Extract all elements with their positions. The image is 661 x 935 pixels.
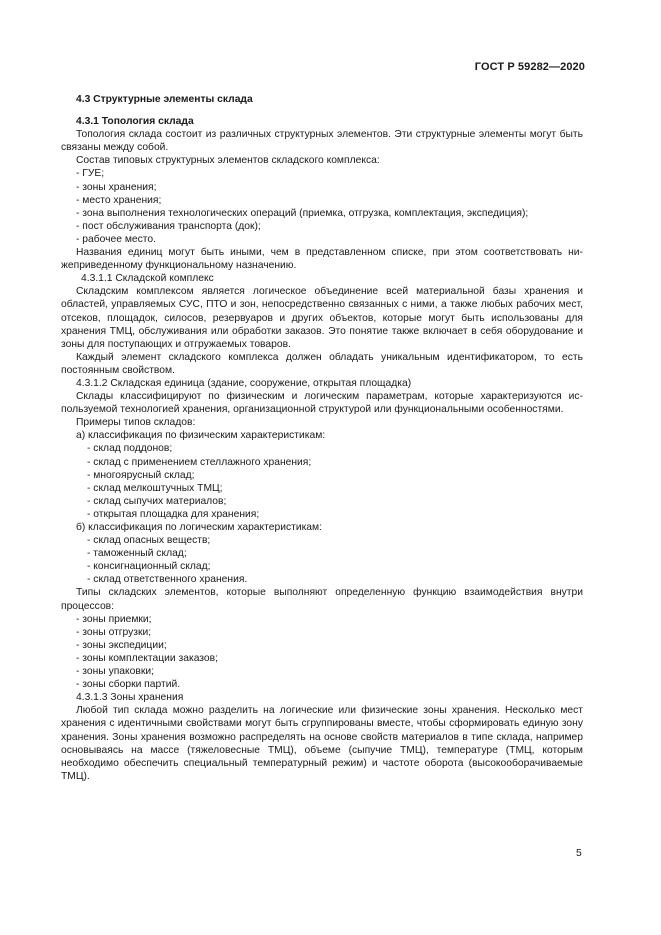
list-item: - склад мелкоштучных ТМЦ; [87, 482, 223, 494]
list-elements [61, 167, 583, 246]
list-item: - зона выполнения технологических операций (приемка, отгрузка, комплектация, экспедиция); [76, 207, 529, 219]
paragraph: Названия единиц могут быть иными, чем в представленном списке, при этом соответствовать нижеприведенному функциональному назначению. [61, 247, 583, 272]
clause-heading: 4.3.1.2 Складская единица (здание, сооружение, открытая площадка) [76, 377, 412, 389]
list-item: - зоны приемки; [76, 613, 152, 625]
list-item: - рабочее место. [76, 233, 156, 245]
paragraph: Примеры типов складов: [76, 417, 196, 429]
list-item: - зоны упаковки; [76, 666, 154, 678]
paragraph: Складским комплексом является логическое объединение всей материальной базы хранения и областей, управляемых СУС, ПТО и зон, непосредственно связанных с ними, а также любых рабочих мест, отсеков, площадок, силосов, резервуаров и других объектов, которые могут быть использованы для хранения ТМЦ, обслуживания или обработки заказов. Это понятие также включает в себя оборудование и зоны для поступающих и отгружаемых товаров. [61, 286, 583, 350]
page-content [61, 93, 583, 783]
classification-heading: а) классификация по физическим характеристикам: [76, 430, 326, 442]
section-title: 4.3 Структурные элементы склада [76, 94, 253, 105]
list-item: - склад сыпучих материалов; [87, 495, 227, 507]
subsection-title: 4.3.1 Топология склада [76, 116, 194, 128]
paragraph: Любой тип склада можно разделить на логические или физические зоны хранения. Несколько мест хранения с идентичными свойствами могут быть сгруппированы вместе, чтобы сформировать единую зону хранения. Зоны хранения возможно распределять на основе свойств материалов в типе склада, например основываясь на массе (тяжеловесные ТМЦ), объеме (сыпучие ТМЦ), температуре (ТМЦ, которым необходимо обеспечить специальный температурный режим) и частоте оборота (высокооборачиваемые ТМЦ). [61, 705, 583, 782]
list-item: - склад с применением стеллажного хранения; [87, 456, 312, 468]
paragraph: Типы складских элементов, которые выполняют определенную функцию взаимодействия внутри процессов: [61, 587, 583, 612]
list-item: - пост обслуживания транспорта (док); [76, 220, 261, 232]
list-item: - склад поддонов; [87, 443, 173, 455]
paragraph: Каждый элемент складского комплекса должен обладать уникальным идентификатором, то есть постоянным свойством. [61, 351, 583, 376]
list-item: - таможенный склад; [87, 548, 187, 560]
paragraph: Топология склада состоит из различных структурных элементов. Эти структурные элементы могут быть связаны между собой. [61, 129, 583, 154]
list-item: - склад ответственного хранения. [87, 574, 248, 586]
standard-header: ГОСТ Р 59282—2020 [474, 61, 585, 73]
list-item: - зоны сборки партий. [76, 679, 181, 691]
clause-heading: 4.3.1.3 Зоны хранения [76, 692, 184, 704]
list-item: - зоны экспедиции; [76, 639, 167, 651]
list-item: - место хранения; [76, 194, 162, 206]
list-logical [61, 534, 583, 586]
list-item: - зоны отгрузки; [76, 626, 152, 638]
list-item: - склад опасных веществ; [87, 535, 211, 547]
list-item: - консигнационный склад; [87, 561, 211, 573]
page-number: 5 [576, 848, 582, 859]
paragraph: Склады классифицируют по физическим и логическим параметрам, которые характеризуются используемой технологией хранения, организационной структурой или функциональными особенностями. [61, 391, 583, 416]
list-item: - ГУЕ; [76, 168, 105, 180]
list-item: - многоярусный склад; [87, 469, 195, 481]
list-item: - зоны хранения; [76, 181, 157, 193]
list-physical [61, 442, 583, 521]
classification-heading: б) классификация по логическим характеристикам: [76, 522, 322, 533]
list-zones [61, 613, 583, 692]
list-item: - открытая площадка для хранения; [87, 508, 260, 520]
clause-heading: 4.3.1.1 Складской комплекс [81, 273, 214, 285]
list-item: - зоны комплектации заказов; [76, 652, 218, 664]
paragraph: Состав типовых структурных элементов складского комплекса: [76, 155, 380, 167]
